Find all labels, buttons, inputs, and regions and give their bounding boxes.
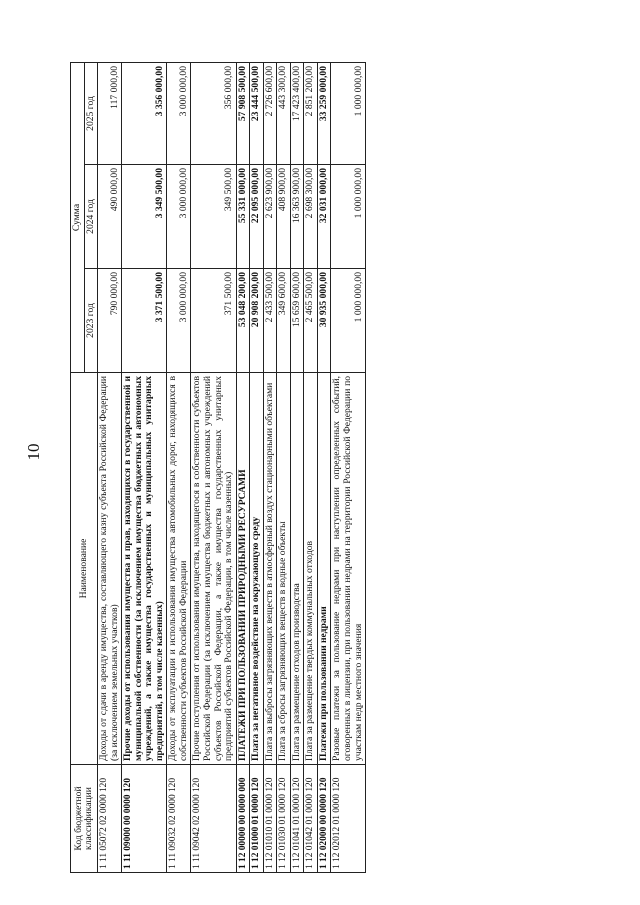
row-code: 1 12 01042 01 0000 120 <box>304 765 318 873</box>
row-value-2025: 443 300,00 <box>277 63 291 165</box>
row-value-2024: 3 349 500,00 <box>122 165 167 269</box>
table-row <box>290 63 304 873</box>
header-code: Код бюджетной классификации <box>71 765 98 873</box>
header-year-2024: 2024 год <box>84 165 98 269</box>
header-name: Наименование <box>71 373 98 765</box>
revenue-table <box>70 62 366 873</box>
row-value-2025: 2 851 200,00 <box>304 63 318 165</box>
row-code: 1 12 01030 01 0000 120 <box>277 765 291 873</box>
row-value-2023: 3 000 000,00 <box>167 269 191 373</box>
row-code: 1 11 09042 02 0000 120 <box>191 765 236 873</box>
row-value-2025: 117 000,00 <box>98 63 122 165</box>
row-value-2023: 2 433 500,00 <box>263 269 277 373</box>
row-value-2023: 349 600,00 <box>277 269 291 373</box>
row-value-2025: 17 423 400,00 <box>290 63 304 165</box>
page-number: 10 <box>24 443 43 461</box>
row-value-2023: 1 000 000,00 <box>331 269 366 373</box>
row-value-2023: 20 908 200,00 <box>250 269 264 373</box>
table-body <box>98 63 366 873</box>
row-value-2024: 2 698 300,00 <box>304 165 318 269</box>
row-value-2025: 3 000 000,00 <box>167 63 191 165</box>
row-name: Плата за выбросы загрязняющих веществ в атмосферный воздух стационарными объектами <box>263 373 277 765</box>
row-value-2025: 2 726 600,00 <box>263 63 277 165</box>
table-row <box>263 63 277 873</box>
table-row <box>277 63 291 873</box>
row-value-2024: 408 900,00 <box>277 165 291 269</box>
row-value-2024: 1 000 000,00 <box>331 165 366 269</box>
row-value-2024: 2 623 900,00 <box>263 165 277 269</box>
row-name: Плата за сбросы загрязняющих веществ в водные объекты <box>277 373 291 765</box>
row-value-2024: 32 031 000,00 <box>317 165 331 269</box>
row-name: Плата за негативное воздействие на окружающую среду <box>250 373 264 765</box>
row-value-2023: 30 935 000,00 <box>317 269 331 373</box>
table-row <box>98 63 122 873</box>
row-value-2024: 349 500,00 <box>191 165 236 269</box>
table-row <box>236 63 250 873</box>
row-code: 1 11 05072 02 0000 120 <box>98 765 122 873</box>
row-name: Прочие доходы от использования имущества и прав, находящихся в государственной и муниципальной собственности (за исключением имущества бюджетных и автономных учреждений, а также имущества государственных и муниципальных унитарных предприятий, в том числе казенных) <box>122 373 167 765</box>
row-value-2023: 53 048 200,00 <box>236 269 250 373</box>
row-value-2024: 22 095 000,00 <box>250 165 264 269</box>
row-value-2025: 23 444 500,00 <box>250 63 264 165</box>
row-name: Доходы от эксплуатации и использования имущества автомобильных дорог, находящихся в собственности субъектов Российской Федерации <box>167 373 191 765</box>
row-name: Плата за размещение твердых коммунальных отходов <box>304 373 318 765</box>
row-name: Прочие поступления от использования имущества, находящегося в собственности субъектов Российской Федерации (за исключением имущества бюджетных и автономных учреждений субъектов Российской Федерации, а также имущества государственных унитарных предприятий субъектов Российской Федерации, в том числе казенных) <box>191 373 236 765</box>
row-value-2023: 371 500,00 <box>191 269 236 373</box>
row-value-2024: 490 000,00 <box>98 165 122 269</box>
row-name: Платежи при пользовании недрами <box>317 373 331 765</box>
row-code: 1 12 01041 01 0000 120 <box>290 765 304 873</box>
row-value-2024: 3 000 000,00 <box>167 165 191 269</box>
row-name: Разовые платежи за пользование недрами при наступлении определенных событий, оговоренных в лицензии, при пользовании недрами на территории Российской Федерации по участкам недр местного значения <box>331 373 366 765</box>
row-code: 1 11 09000 00 0000 120 <box>122 765 167 873</box>
row-code: 1 12 01010 01 0000 120 <box>263 765 277 873</box>
header-year-2023: 2023 год <box>84 269 98 373</box>
row-value-2023: 15 659 600,00 <box>290 269 304 373</box>
row-value-2023: 790 000,00 <box>98 269 122 373</box>
row-code: 1 11 09032 02 0000 120 <box>167 765 191 873</box>
row-value-2025: 3 356 000,00 <box>122 63 167 165</box>
revenue-table-container <box>70 63 578 873</box>
row-code: 1 12 02000 00 0000 120 <box>317 765 331 873</box>
row-value-2025: 57 908 500,00 <box>236 63 250 165</box>
header-sum: Сумма <box>71 63 85 373</box>
row-code: 1 12 02012 01 0000 120 <box>331 765 366 873</box>
table-row <box>331 63 366 873</box>
row-value-2024: 55 331 000,00 <box>236 165 250 269</box>
table-row <box>250 63 264 873</box>
row-name: ПЛАТЕЖИ ПРИ ПОЛЬЗОВАНИИ ПРИРОДНЫМИ РЕСУРСАМИ <box>236 373 250 765</box>
row-value-2023: 3 371 500,00 <box>122 269 167 373</box>
table-row <box>191 63 236 873</box>
header-year-2025: 2025 год <box>84 63 98 165</box>
table-row <box>167 63 191 873</box>
table-row <box>317 63 331 873</box>
row-value-2025: 356 000,00 <box>191 63 236 165</box>
row-value-2025: 1 000 000,00 <box>331 63 366 165</box>
row-code: 1 12 01000 01 0000 120 <box>250 765 264 873</box>
row-name: Доходы от сдачи в аренду имущества, составляющего казну субъекта Российской Федерации (за исключением земельных участков) <box>98 373 122 765</box>
row-name: Плата за размещение отходов производства <box>290 373 304 765</box>
table-row <box>122 63 167 873</box>
row-value-2025: 33 259 000,00 <box>317 63 331 165</box>
row-code: 1 12 00000 00 0000 000 <box>236 765 250 873</box>
row-value-2024: 16 363 900,00 <box>290 165 304 269</box>
row-value-2023: 2 465 500,00 <box>304 269 318 373</box>
table-row <box>304 63 318 873</box>
